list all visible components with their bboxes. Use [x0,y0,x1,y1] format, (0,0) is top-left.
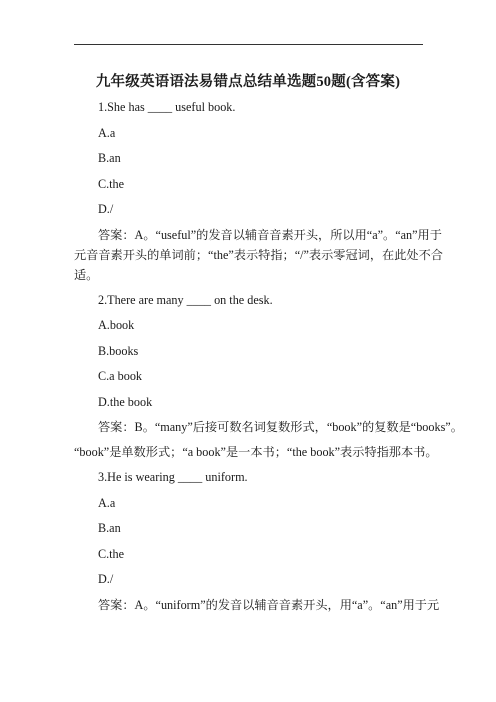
question-1 [74,97,443,285]
answer-line: “book”是单数形式；“a book”是一本书；“the book”表示特指那本书。 [74,445,438,459]
question-3 [74,467,440,615]
option-d: D./ [98,572,114,586]
option-d: D.the book [98,394,153,409]
question-stem: 3.He is wearing ____ uniform. [98,470,248,484]
answer-line: 答案：B。“many”后接可数名词复数形式，“book”的复数是“books”。 [98,420,463,434]
answer-explanation [74,225,443,285]
document-title: 九年级英语语法易错点总结单选题50题(含答案) [95,74,401,90]
option-a: A.book [98,318,135,332]
option-a: A.a [98,125,116,140]
option-c: C.a book [98,369,143,383]
option-d: D./ [98,202,114,216]
option-b: B.an [98,151,121,165]
option-c: C.the [98,176,125,191]
answer-explanation [74,417,463,462]
option-b: B.books [98,343,139,358]
answer-line: 适。 [74,267,99,282]
answer-explanation [74,595,440,615]
answer-line: 答案：A。“uniform”的发音以辅音音素开头，用“a”。“an”用于元 [98,597,440,612]
header-rule [74,44,423,45]
document-body [74,97,463,615]
question-stem: 2.There are many ____ on the desk. [98,292,273,307]
answer-line: 元音音素开头的单词前；“the”表示特指；“/”表示零冠词，在此处不合 [74,247,443,262]
question-2 [74,290,463,463]
answer-line: 答案：A。“useful”的发音以辅音音素开头，所以用“a”。“an”用于 [98,227,442,242]
option-c: C.the [98,546,125,561]
option-a: A.a [98,495,116,510]
option-b: B.an [98,521,121,535]
question-stem: 1.She has ____ useful book. [98,100,236,114]
